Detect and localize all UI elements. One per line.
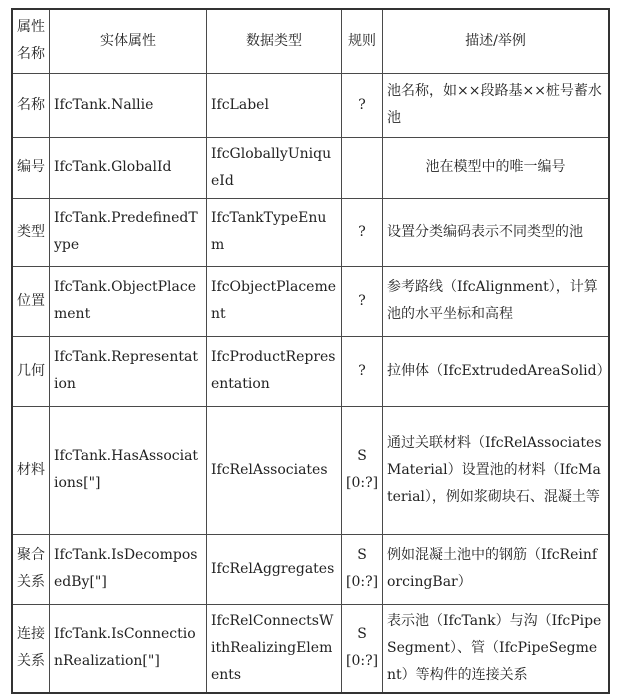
table-row — [12, 73, 609, 137]
description-cell: 通过关联材料（IfcRelAssociatesMaterial）设置池的材料（IfcMaterial），例如浆砌块石、混凝土等 — [383, 406, 610, 534]
attribute-cell: IfcTank.PredefinedType — [50, 198, 207, 266]
attribute-cell: IfcTank.Representation — [50, 336, 207, 406]
type-cell: IfcTankTypeEnum — [207, 198, 342, 266]
header-data-type: 数据类型 — [207, 9, 342, 73]
rule-cell: S[0:?] — [342, 534, 383, 604]
description-cell: 池在模型中的唯一编号 — [383, 137, 610, 198]
type-cell: IfcLabel — [207, 73, 342, 137]
category-cell: 聚合关系 — [12, 534, 50, 604]
category-cell: 几何 — [12, 336, 50, 406]
type-cell: IfcRelConnectsWithRealizingElements — [207, 604, 342, 693]
description-cell: 设置分类编码表示不同类型的池 — [383, 198, 610, 266]
table-row — [12, 137, 609, 198]
category-cell: 材料 — [12, 406, 50, 534]
header-category: 属性名称 — [12, 9, 50, 73]
description-cell: 例如混凝土池中的钢筋（IfcReinforcingBar） — [383, 534, 610, 604]
header-rule: 规则 — [342, 9, 383, 73]
rule-cell: ? — [342, 198, 383, 266]
attribute-cell: IfcTank.IsDecomposedBy["] — [50, 534, 207, 604]
category-cell: 名称 — [12, 73, 50, 137]
category-cell: 连接关系 — [12, 604, 50, 693]
table-row — [12, 336, 609, 406]
rule-cell — [342, 137, 383, 198]
description-cell: 表示池（IfcTank）与沟（IfcPipeSegment）、管（IfcPipeSegment）等构件的连接关系 — [383, 604, 610, 693]
table-row — [12, 406, 609, 534]
type-cell: IfcGloballyUniqueId — [207, 137, 342, 198]
description-cell: 参考路线（IfcAlignment），计算池的水平坐标和高程 — [383, 266, 610, 336]
category-cell: 类型 — [12, 198, 50, 266]
description-cell: 拉伸体（IfcExtrudedAreaSolid） — [383, 336, 610, 406]
attribute-cell: IfcTank.IsConnectionRealization["] — [50, 604, 207, 693]
table-row — [12, 604, 609, 693]
attribute-cell: IfcTank.Nallie — [50, 73, 207, 137]
attribute-cell: IfcTank.HasAssociations["] — [50, 406, 207, 534]
type-cell: IfcProductRepresentation — [207, 336, 342, 406]
table-row — [12, 266, 609, 336]
table-row — [12, 534, 609, 604]
ifc-tank-attribute-table — [11, 8, 610, 694]
type-cell: IfcObjectPlacement — [207, 266, 342, 336]
rule-cell: S[0:?] — [342, 604, 383, 693]
table-row — [12, 198, 609, 266]
rule-cell: ? — [342, 266, 383, 336]
category-cell: 编号 — [12, 137, 50, 198]
type-cell: IfcRelAssociates — [207, 406, 342, 534]
attribute-cell: IfcTank.ObjectPlacement — [50, 266, 207, 336]
header-entity-attribute: 实体属性 — [50, 9, 207, 73]
category-cell: 位置 — [12, 266, 50, 336]
rule-cell: S[0:?] — [342, 406, 383, 534]
rule-cell: ? — [342, 336, 383, 406]
attribute-cell: IfcTank.GlobalId — [50, 137, 207, 198]
header-description: 描述/举例 — [383, 9, 610, 73]
header-row — [12, 9, 609, 73]
rule-cell: ? — [342, 73, 383, 137]
type-cell: IfcRelAggregates — [207, 534, 342, 604]
description-cell: 池名称，如××段路基××桩号蓄水池 — [383, 73, 610, 137]
